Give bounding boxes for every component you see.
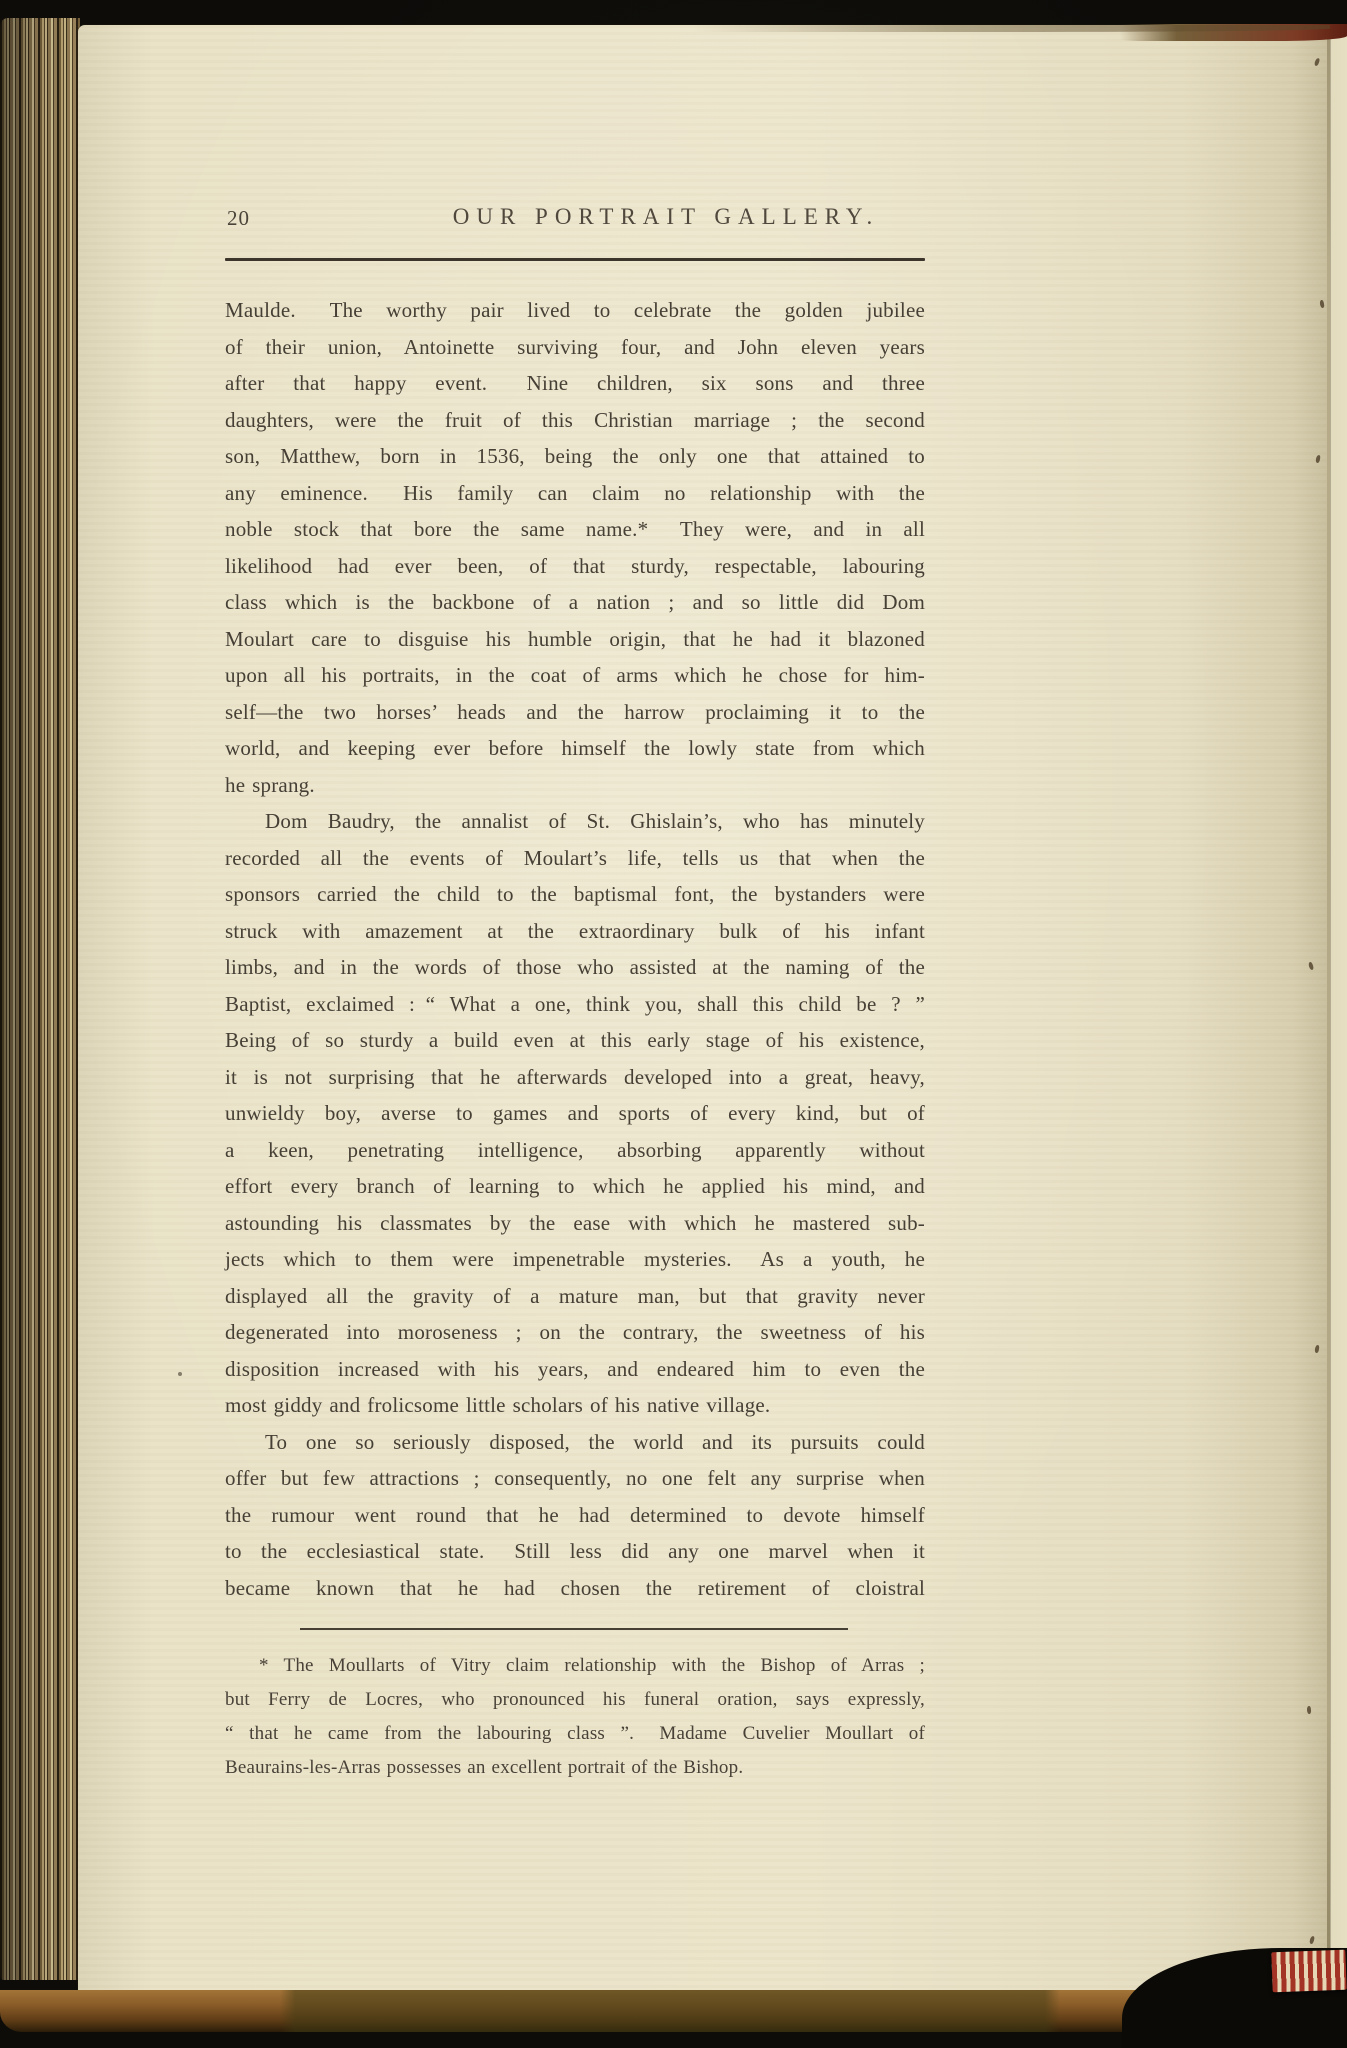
text-line: he sprang. xyxy=(225,772,315,797)
text-line: son, Matthew, born in 1536, being the only one that attained to xyxy=(225,444,925,468)
text-line: the rumour went round that he had determined to devote himself xyxy=(225,1502,925,1527)
text-line: most giddy and frolicsome little scholars of his native village. xyxy=(225,1393,771,1417)
text-line: class which is the backbone of a nation ; and so little did Dom xyxy=(225,590,925,614)
text-line: after that happy event. Nine children, six sons and three xyxy=(225,371,925,395)
text-line: upon all his portraits, in the coat of arms which he chose for him- xyxy=(225,663,925,687)
text-line: Dom Baudry, the annalist of St. Ghislain’s, who has minutely xyxy=(265,809,925,833)
page-crease xyxy=(1327,28,1330,1986)
footnote xyxy=(225,1649,925,1785)
text-line: degenerated into moroseness ; on the contrary, the sweetness of his xyxy=(225,1320,925,1344)
text-line: noble stock that bore the same name.* They were, and in all xyxy=(225,517,925,541)
text-line: jects which to them were impenetrable mysteries. As a youth, he xyxy=(225,1247,925,1271)
book-page xyxy=(78,25,1330,1992)
running-title: OUR PORTRAIT GALLERY. xyxy=(452,204,880,229)
text-line: a keen, penetrating intelligence, absorbing apparently without xyxy=(225,1137,925,1162)
text-line: Beaurains-les-Arras possesses an excellent portrait of the Bishop. xyxy=(225,1757,744,1778)
text-line: recorded all the events of Moulart’s life, tells us that when the xyxy=(225,845,925,870)
text-line: it is not surprising that he afterwards developed into a great, heavy, xyxy=(225,1064,925,1089)
text-line: disposition increased with his years, and endeared him to even the xyxy=(225,1356,925,1381)
text-line: Being of so sturdy a build even at this early stage of his existence, xyxy=(225,1028,925,1052)
text-line: but Ferry de Locres, who pronounced his funeral oration, says expressly, xyxy=(225,1689,925,1710)
text-line: offer but few attractions ; consequently, no one felt any surprise when xyxy=(225,1466,925,1490)
page-top-edge-shadow xyxy=(690,25,1330,32)
text-line: likelihood had ever been, of that sturdy, respectable, labouring xyxy=(225,553,925,578)
footnote-rule xyxy=(300,1628,848,1630)
text-line: sponsors carried the child to the baptismal font, the bystanders were xyxy=(225,882,925,906)
text-line: Baptist, exclaimed : “ What a one, think you, shall this child be ? ” xyxy=(225,991,925,1016)
text-line: displayed all the gravity of a mature man, but that gravity never xyxy=(225,1283,925,1308)
page-header xyxy=(225,204,925,234)
page-number: 20 xyxy=(227,206,250,230)
text-line: Maulde. The worthy pair lived to celebrate the golden jubilee xyxy=(225,298,925,322)
text-line: struck with amazement at the extraordinary bulk of his infant xyxy=(225,918,925,943)
body-text xyxy=(225,292,925,1606)
text-line: Moulart care to disguise his humble origin, that he had it blazoned xyxy=(225,626,925,651)
text-line: daughters, were the fruit of this Christian marriage ; the second xyxy=(225,407,925,432)
text-column xyxy=(225,25,925,1992)
text-line: unwieldy boy, averse to games and sports of every kind, but of xyxy=(225,1101,925,1125)
text-line: self—the two horses’ heads and the harrow proclaiming it to the xyxy=(225,699,925,724)
stacked-page-edges xyxy=(0,18,80,1980)
endband xyxy=(1271,1950,1346,1993)
text-line: “ that he came from the labouring class ”. Madame Cuvelier Moullart of xyxy=(225,1723,925,1744)
text-line: effort every branch of learning to which he applied his mind, and xyxy=(225,1174,925,1198)
page-mark xyxy=(1307,1706,1312,1714)
header-rule xyxy=(225,258,925,261)
text-line: to the ecclesiastical state. Still less did any one marvel when it xyxy=(225,1539,925,1563)
text-line: became known that he had chosen the retirement of cloistral xyxy=(225,1575,925,1600)
text-line: * The Moullarts of Vitry claim relationship with the Bishop of Arras ; xyxy=(259,1655,925,1676)
text-line: astounding his classmates by the ease with which he mastered sub- xyxy=(225,1210,925,1235)
text-line: limbs, and in the words of those who assisted at the naming of the xyxy=(225,955,925,979)
text-line: To one so seriously disposed, the world and its pursuits could xyxy=(265,1429,925,1454)
text-line: world, and keeping ever before himself the lowly state from which xyxy=(225,736,925,760)
text-line: any eminence. His family can claim no relationship with the xyxy=(225,480,925,505)
page-mark xyxy=(178,1372,182,1376)
text-line: of their union, Antoinette surviving four, and John eleven years xyxy=(225,334,925,359)
